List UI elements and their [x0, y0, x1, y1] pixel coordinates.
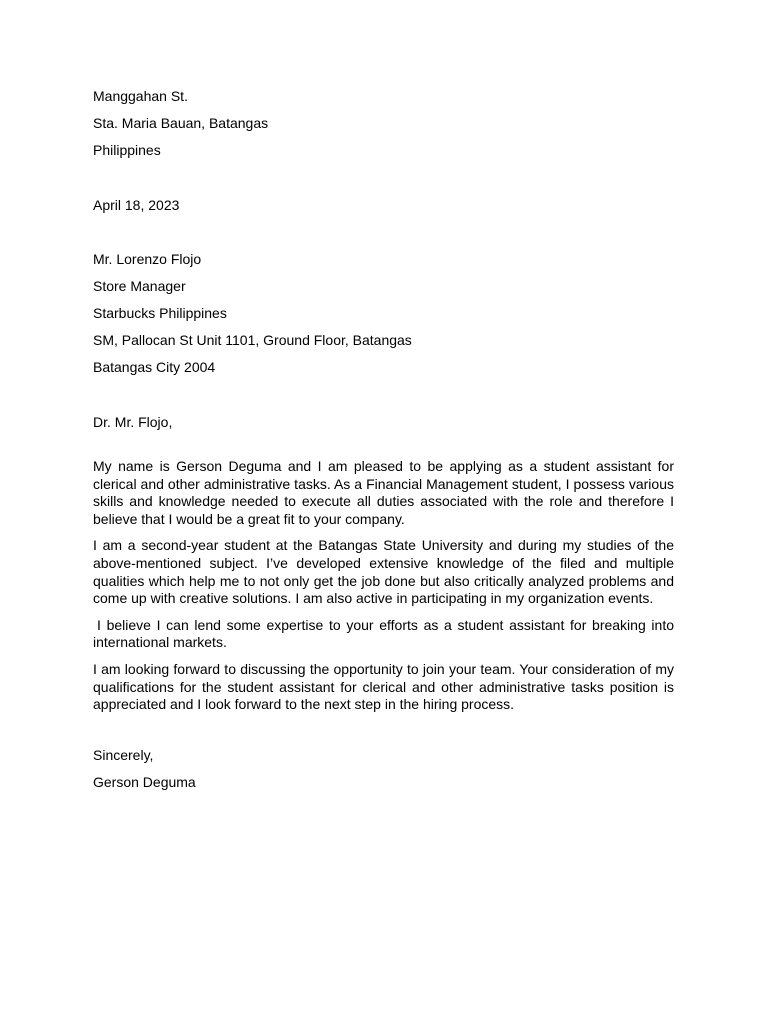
sender-city: Sta. Maria Bauan, Batangas [93, 115, 269, 131]
body-paragraph: I am looking forward to discussing the opportunity to join your team. Your consideration of my qualifications for the student assistant for clerical and other administrative tasks position is appreciated and I look forward to the next step in the hiring process. [93, 660, 674, 713]
recipient-name: Mr. Lorenzo Flojo [93, 251, 202, 267]
salutation: Dr. Mr. Flojo, [93, 414, 173, 430]
spacer [93, 723, 674, 745]
recipient-street: SM, Pallocan St Unit 1101, Ground Floor, Batangas [93, 332, 412, 348]
spacer [93, 222, 674, 249]
letter-date: April 18, 2023 [93, 197, 180, 213]
body-paragraph: I am a second-year student at the Batangas State University and during my studies of the above-mentioned subject. I’ve developed extensive knowledge of the filed and multiple qualities which help me to not only get the job done but also critically analyzed problems and come up with creative solutions. I am also active in participating in my organization events. [93, 537, 674, 607]
spacer [93, 384, 674, 412]
recipient-city: Batangas City 2004 [93, 359, 216, 375]
recipient-title: Store Manager [93, 278, 186, 294]
sender-address [93, 86, 674, 167]
signature-name: Gerson Deguma [93, 773, 196, 790]
spacer [93, 167, 674, 195]
body-paragraph: My name is Gerson Deguma and I am pleased to be applying as a student assistant for clerical and other administrative tasks. As a Financial Management student, I possess various skills and knowledge needed to execute all duties associated with the role and therefore I believe that I would be a great fit to your company. [93, 458, 674, 527]
letter-body [93, 86, 674, 799]
spacer [93, 439, 674, 458]
body-paragraph: I believe I can lend some expertise to your efforts as a student assistant for breaking into international markets. [93, 616, 674, 651]
sender-street: Manggahan St. [93, 88, 188, 104]
closing: Sincerely, [93, 746, 154, 763]
recipient-company: Starbucks Philippines [93, 305, 227, 321]
recipient-address [93, 249, 674, 384]
sender-country: Philippines [93, 142, 161, 158]
